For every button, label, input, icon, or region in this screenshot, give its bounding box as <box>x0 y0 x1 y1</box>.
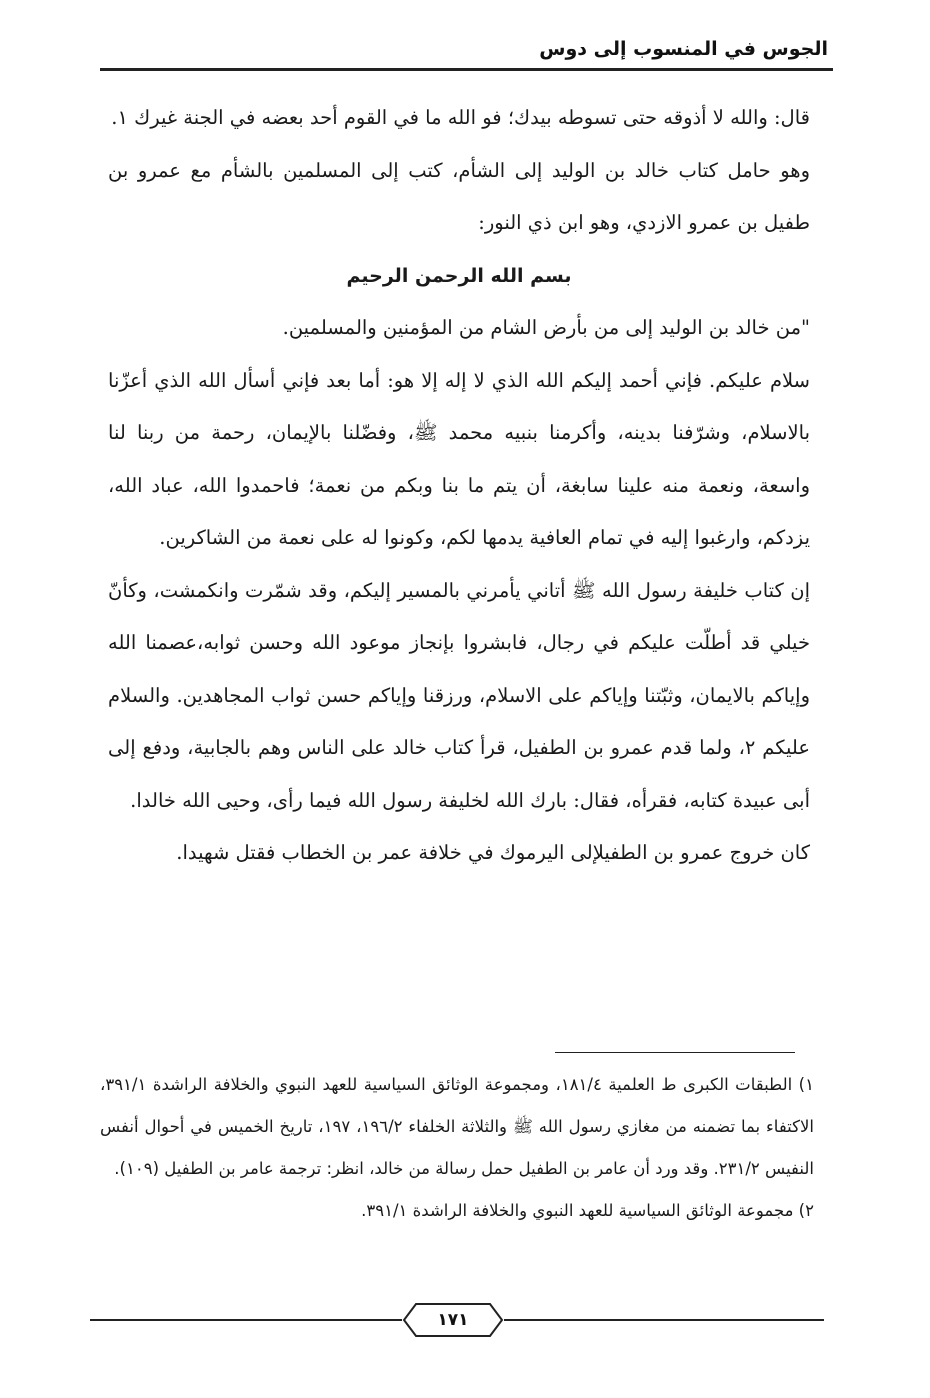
footnotes <box>100 1064 814 1232</box>
footnote-separator <box>555 1052 795 1053</box>
footnote: ٢) مجموعة الوثائق السياسية للعهد النبوي والخلافة الراشدة ٣٩١/١. <box>361 1201 814 1220</box>
paragraph: وهو حامل كتاب خالد بن الوليد إلى الشأم، كتب إلى المسلمين بالشأم مع عمرو بن طفيل بن عمرو الازدي، وهو ابن ذي النور: <box>108 158 810 234</box>
footnote: ١) الطبقات الكبرى ط العلمية ١٨١/٤، ومجموعة الوثائق السياسية للعهد النبوي والخلافة الراشدة ٣٩١/١، الاكتفاء بما تضمنه من مغازي رسول الله ﷺ والثلاثة الخلفاء ١٩٦/٢، ١٩٧، تاريخ الخميس في أحوال أنفس النفيس ٢٣١/٢. وقد ورد أن عامر بن الطفيل حمل رسالة من خالد، انظر: ترجمة عامر بن الطفيل (١٠٩). <box>100 1075 814 1178</box>
paragraph: إن كتاب خليفة رسول الله ﷺ أتاني يأمرني بالمسير إليكم، وقد شمّرت وانكمشت، وكأنّ خيلي قد أطلّت عليكم في رجال، فابشروا بإنجاز موعود الله وحسن ثوابه،عصمنا الله وإياكم بالايمان، وثبّتنا وإياكم على الاسلام، ورزقنا وإياكم حسن ثواب المجاهدين. والسلام عليكم ٢، ولما قدم عمرو بن الطفيل، قرأ كتاب خالد على الناس وهم بالجابية، ودفع إلى أبى عبيدة كتابه، فقرأه، فقال: بارك الله لخليفة رسول الله فيما رأى، وحيى الله خالدا. <box>108 578 810 812</box>
main-text <box>108 92 810 880</box>
paragraph: كان خروج عمرو بن الطفيلإلى اليرموك في خلافة عمر بن الخطاب فقتل شهيدا. <box>176 841 810 864</box>
running-header: الجوس في المنسوب إلى دوس <box>539 38 828 60</box>
footer-rule-right <box>504 1319 824 1321</box>
paragraph: قال: والله لا أذوقه حتى تسوطه بيدك؛ فو الله ما في القوم أحد بعضه في الجنة غيرك ١. <box>111 106 810 129</box>
page-footer <box>90 1300 824 1340</box>
paragraph: "من خالد بن الوليد إلى من بأرض الشام من المؤمنين والمسلمين. <box>282 316 810 339</box>
footer-rule-left <box>90 1319 402 1321</box>
basmala-heading: بسم الله الرحمن الرحيم <box>346 264 572 287</box>
header-rule <box>100 68 833 71</box>
page-number-badge <box>402 1302 504 1338</box>
page-number: ١٧١ <box>437 1310 469 1330</box>
paragraph: سلام عليكم. فإني أحمد إليكم الله الذي لا إله إلا هو: أما بعد فإني أسأل الله الذي أعزّنا بالاسلام، وشرّفنا بدينه، وأكرمنا بنبيه محمد ﷺ، وفضّلنا بالإيمان، رحمة من ربنا لنا واسعة، ونعمة منه علينا سابغة، أن يتم ما بنا وبكم من نعمة؛ فاحمدوا الله، عباد الله، يزدكم، وارغبوا إليه في تمام العافية يدمها لكم، وكونوا له على نعمة من الشاكرين. <box>108 368 810 549</box>
